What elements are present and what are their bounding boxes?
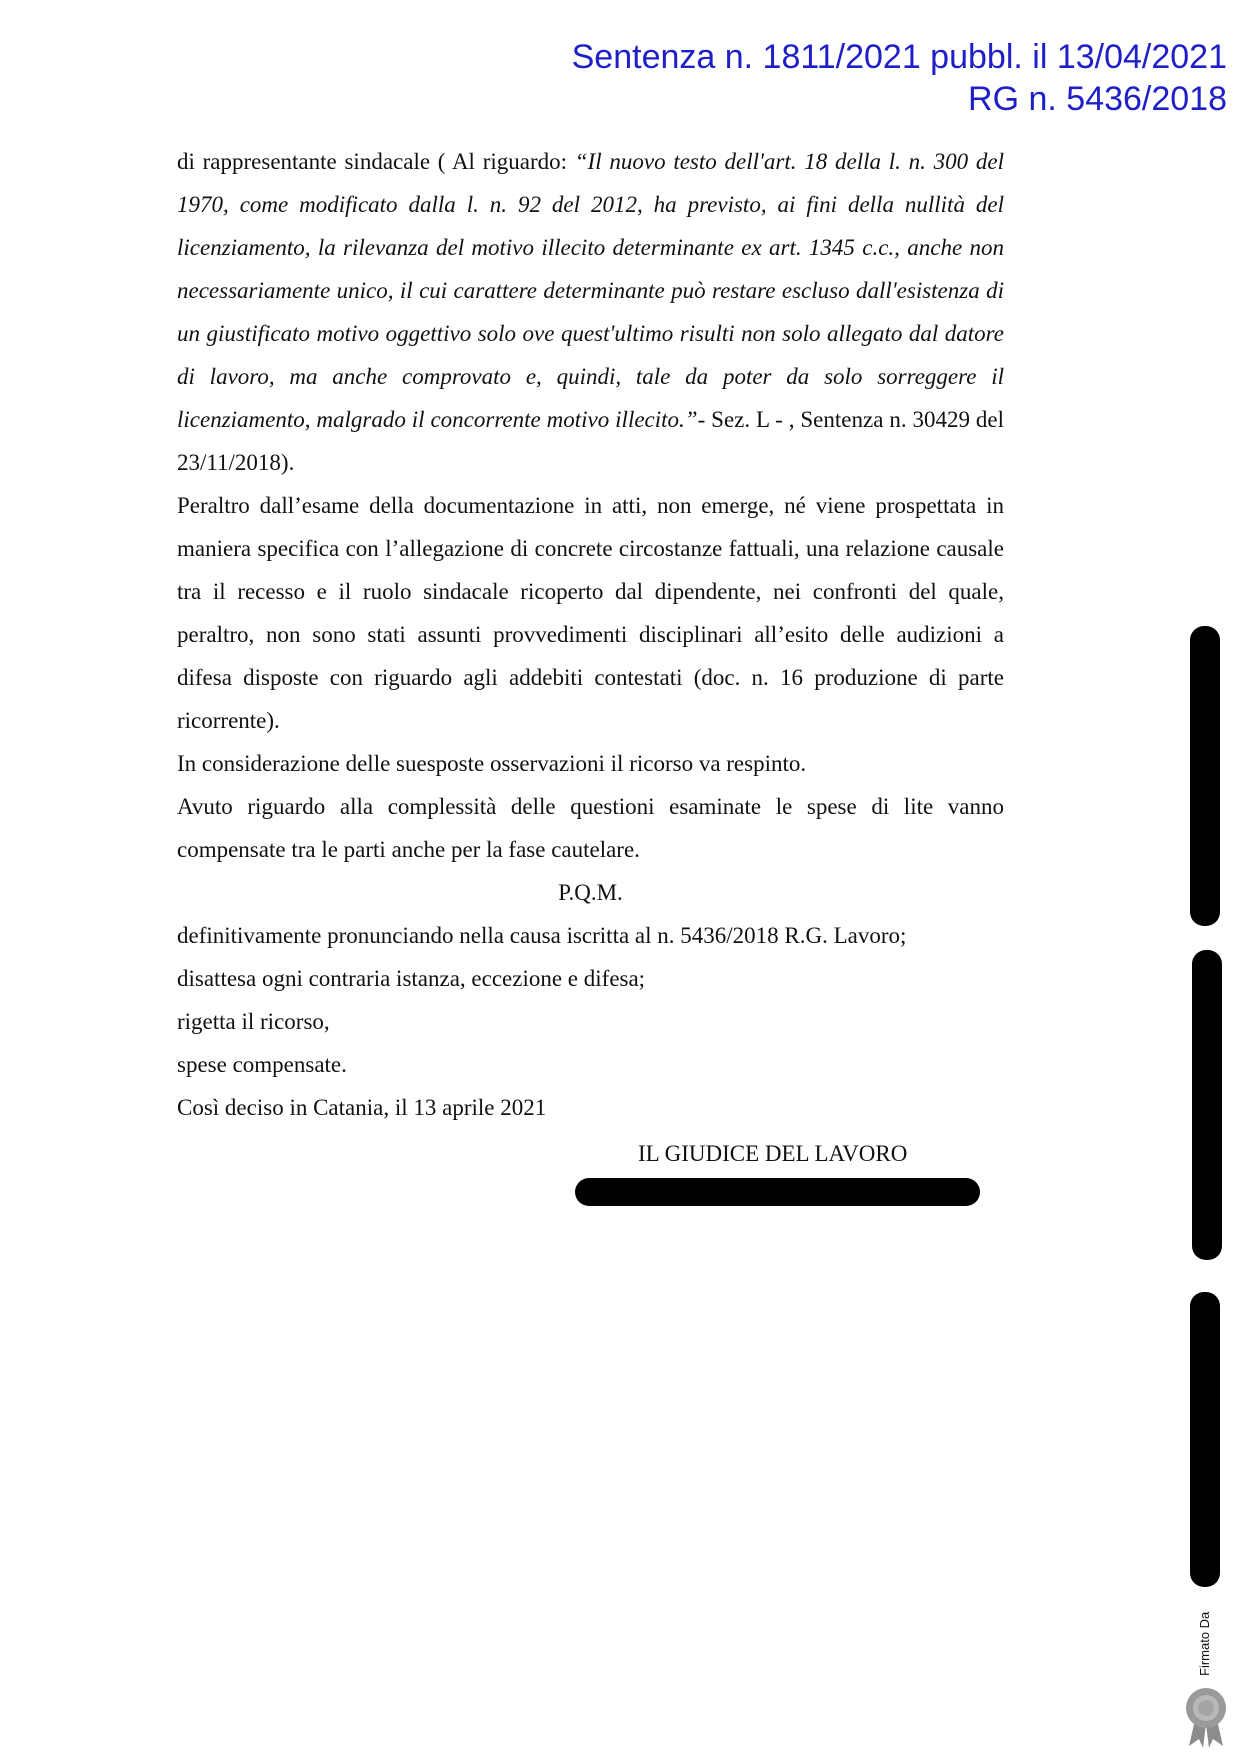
paragraph-citation xyxy=(177,140,1004,484)
citation-intro: di rappresentante sindacale ( Al riguardo: xyxy=(177,149,575,174)
decision-line-2: disattesa ogni contraria istanza, eccezione e difesa; xyxy=(177,966,646,991)
paragraph-costs: Avuto riguardo alla complessità delle questioni esaminate le spese di lite vanno compensate tra le parti anche per la fase cautelare. xyxy=(177,794,1004,862)
citation-reference: - Sez. L - , Sentenza n. 30429 del 23/11/2018). xyxy=(177,407,1004,475)
paragraph-conclusion: In considerazione delle suesposte osservazioni il ricorso va respinto. xyxy=(177,751,807,776)
rg-number: RG n. 5436/2018 xyxy=(968,80,1227,118)
redacted-issuer-name xyxy=(1192,950,1222,1260)
redacted-signer-name xyxy=(1190,1292,1220,1587)
citation-quote: “Il nuovo testo dell'art. 18 della l. n. 300 del 1970, come modificato dalla l. n. 92 del 2012, ha previsto, ai fini della nullità del licenziamento, la rilevanza del motivo illecito determinante ex art. 1345 c.c., anche non necessariamente unico, il cui carattere determinante può restare escluso dall'esistenza di un giustificato motivo oggettivo solo ove quest'ultimo risulti non solo allegato dal datore di lavoro, ma anche comprovato e, quindi, tale da poter da solo sorreggere il licenziamento, malgrado il concorrente motivo illecito.” xyxy=(177,149,1004,432)
paragraph-analysis: Peraltro dall’esame della documentazione in atti, non emerge, né viene prospettata in maniera specifica con l’allegazione di concrete circostanze fattuali, una relazione causale tra il recesso e il ruolo sindacale ricoperto dal dipendente, nei confronti del quale, peraltro, non sono stati assunti provvedimenti disciplinari all’esito delle audizioni a difesa disposte con riguardo agli addebiti contestati (doc. n. 16 produzione di parte ricorrente). xyxy=(177,493,1004,733)
document-body xyxy=(177,140,1004,1129)
seal-icon xyxy=(1183,1686,1229,1748)
decision-place-date: Così deciso in Catania, il 13 aprile 2021 xyxy=(177,1095,547,1120)
judge-title: IL GIUDICE DEL LAVORO xyxy=(638,1141,908,1166)
sentence-number: Sentenza n. 1811/2021 pubbl. il 13/04/2021 xyxy=(571,38,1227,76)
decision-line-4: spese compensate. xyxy=(177,1052,347,1077)
redacted-signature xyxy=(575,1178,980,1206)
pqm-heading: P.Q.M. xyxy=(558,880,623,905)
decision-line-1: definitivamente pronunciando nella causa iscritta al n. 5436/2018 R.G. Lavoro; xyxy=(177,923,907,948)
document-header xyxy=(572,36,1227,120)
decision-line-3: rigetta il ricorso, xyxy=(177,1009,330,1034)
signed-by-label: Firmato Da xyxy=(1197,1611,1212,1676)
redacted-serial-number xyxy=(1190,626,1220,926)
